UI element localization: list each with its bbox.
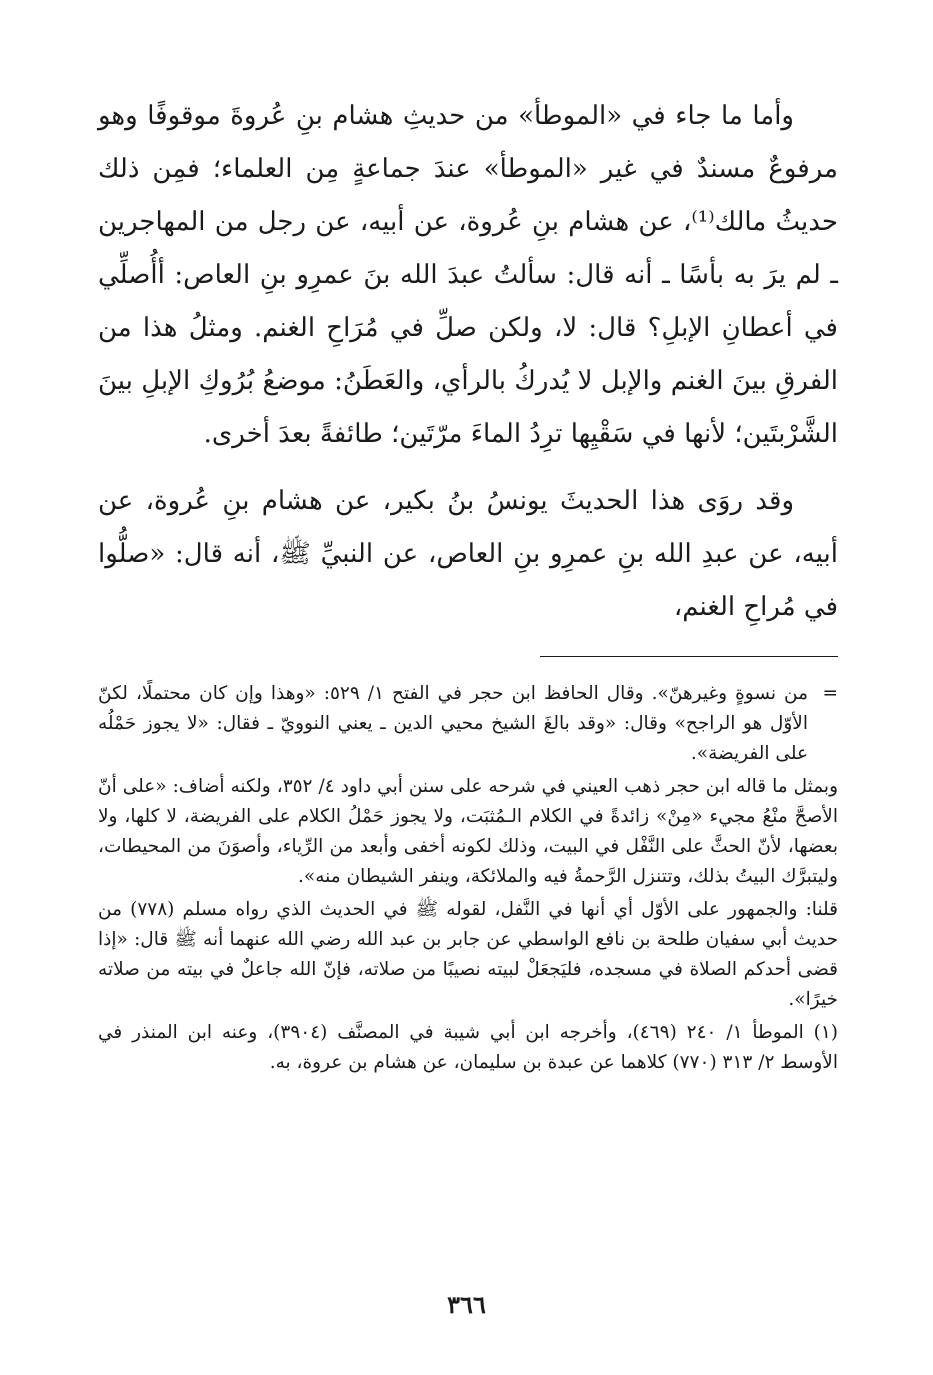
footnote-continuation	[98, 679, 838, 769]
footnote-continuation-text: من نسوةٍ وغيرهنّ». وقال الحافظ ابن حجر في الفتح ١/ ٥٢٩: «وهذا وإن كان محتملًا، لكنّ الأوّل هو الراجح» وقال: «وقد بالغَ الشيخ محيي الدين ـ يعني النوويّ ـ فقال: «لا يجوز حَمْلُه على الفريضة».	[98, 683, 808, 764]
footnote-block-3: قلنا: والجمهور على الأوّل أي أنها في النَّفل، لقوله ﷺ في الحديث الذي رواه مسلم (٧٧٨) من حديث أبي سفيان طلحة بن نافع الواسطي عن جابر بن عبد الله رضي الله عنهما أنه ﷺ قال: «إذا قضى أحدكم الصلاة في مسجده، فليَجعَلْ لبيته نصيبًا من صلاته، فإنّ الله جاعلٌ في بيته من صلاته خيرًا».	[98, 899, 838, 1010]
footnote-block-2: وبمثل ما قاله ابن حجر ذهب العيني في شرحه على سنن أبي داود ٤/ ٣٥٢، ولكنه أضاف: «على أنّ الأصحَّ منْعُ مجيء «مِنْ» زائدةً في الكلام الـمُثبَت، ولا يجوز حَمْلُ الكلام على الفريضة، لا كلها، ولا بعضها، لأنّ الحثَّ على النَّفْل في البيت، وذلك لكونه أخفى وأبعد من الرِّياء، وأصوَنَ من المحيطات، وليتبرَّك البيتُ بذلك، وتتنزل الرَّحمةُ فيه والملائكة، وينفر الشيطان منه».	[98, 776, 839, 887]
footnotes	[98, 679, 838, 1078]
main-paragraph-2: وقد روَى هذا الحديثَ يونسُ بنُ بكير، عن هشام بنِ عُروة، عن أبيه، عن عبدِ الله بنِ عمرِو بنِ العاص، عن النبيِّ ﷺ، أنه قال: «صلُّوا في مُراحِ الغنم،	[98, 486, 839, 622]
footnote-divider	[540, 656, 838, 657]
footnote-1: (١) الموطأ ١/ ٢٤٠ (٤٦٩)، وأخرجه ابن أبي شيبة في المصنَّف (٣٩٠٤)، وعنه ابن المنذر في الأوسط ٢/ ٣١٣ (٧٧٠) كلاهما عن عبدة بن سليمان، عن هشام بن عروة، به.	[98, 1022, 838, 1073]
continuation-mark: =	[822, 683, 838, 704]
footnote-rule-wrap	[98, 634, 838, 679]
main-paragraph-1: وأما ما جاء في «الموطأ» من حديثِ هشام بنِ عُروةَ موقوفًا وهو مرفوعٌ مسندٌ في غير «الموطأ» عندَ جماعةٍ مِن العلماء؛ فمِن ذلك حديثُ مالك⁽¹⁾، عن هشام بنِ عُروة، عن أبيه، عن رجل من المهاجرين ـ لم يرَ به بأسًا ـ أنه قال: سألتُ عبدَ الله بنَ عمرِو بنِ العاص: أأُصلِّي في أعطانِ الإبلِ؟ قال: لا، ولكن صلِّ في مُرَاحِ الغنم. ومثلُ هذا من الفرقِ بينَ الغنم والإبل لا يُدركُ بالرأي، والعَطَنُ: موضعُ بُرُوكِ الإبلِ بينَ الشَّرْبتَين؛ لأنها في سَقْيِها ترِدُ الماءَ مرّتَين؛ طائفةً بعدَ أخرى.	[98, 101, 838, 449]
main-text	[98, 90, 838, 634]
page-body	[98, 90, 838, 1078]
page-number: ٣٦٦	[447, 1290, 486, 1319]
